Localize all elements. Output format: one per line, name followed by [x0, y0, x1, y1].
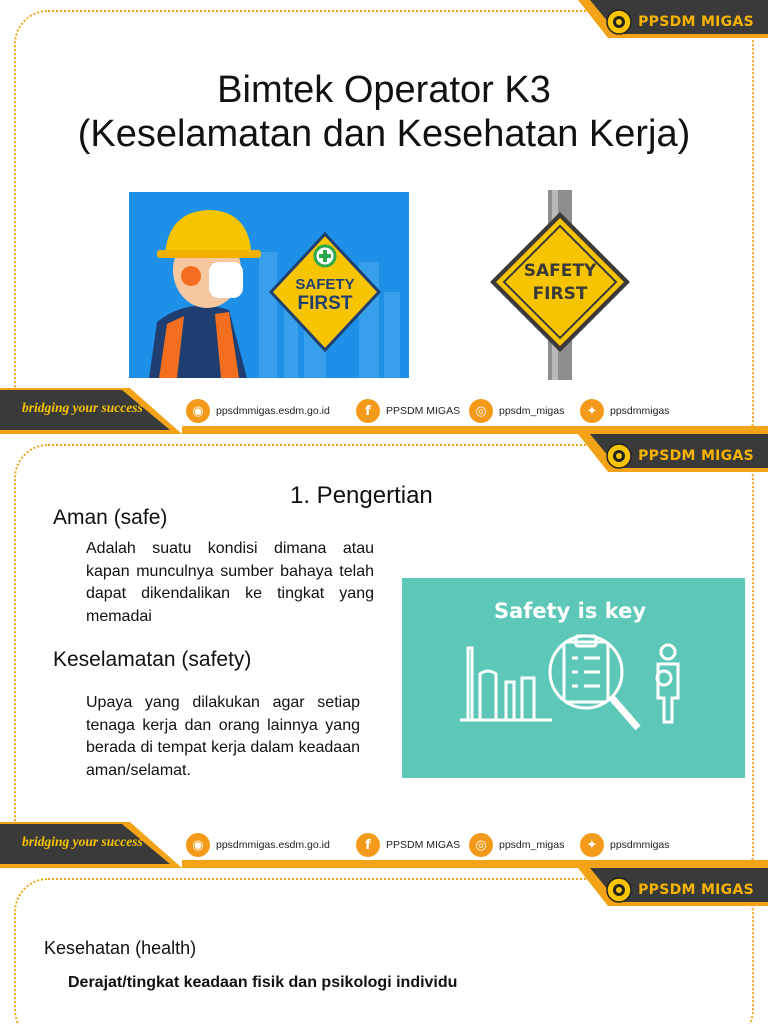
footer-band — [0, 822, 768, 868]
social-facebook[interactable]: f PPSDM MIGAS — [356, 833, 460, 857]
worker-safety-illustration — [129, 192, 409, 378]
facebook-icon: f — [356, 833, 380, 857]
social-twitter[interactable]: ✦ ppsdmmigas — [580, 833, 670, 857]
tagline: bridging your success — [22, 400, 143, 415]
term-safety: Keselamatan (safety) — [53, 648, 252, 671]
road-sign-line1: SAFETY — [523, 261, 597, 281]
twitter-icon: ✦ — [580, 833, 604, 857]
social-twitter[interactable]: ✦ ppsdmmigas — [580, 399, 670, 423]
term-health: Kesehatan (health) — [44, 938, 197, 958]
road-sign-line2: FIRST — [532, 284, 588, 304]
twitter-icon: ✦ — [580, 399, 604, 423]
road-safety-sign — [480, 190, 640, 380]
brand-name: PPSDM MIGAS — [638, 14, 754, 30]
worker-sign-line2: FIRST — [297, 293, 353, 314]
instagram-icon: ◎ — [469, 833, 493, 857]
title-line-1: Bimtek Operator K3 — [217, 69, 551, 111]
instagram-icon: ◎ — [469, 399, 493, 423]
tagline: bridging your success — [22, 834, 143, 849]
section-title: 1. Pengertian — [290, 482, 433, 509]
esdm-logo-icon — [606, 9, 632, 35]
page-title — [0, 68, 768, 156]
brand-name: PPSDM MIGAS — [638, 448, 754, 464]
esdm-logo-icon — [606, 443, 632, 469]
footer-band — [0, 388, 768, 434]
social-website[interactable]: ◉ ppsdmmigas.esdm.go.id — [186, 399, 330, 423]
facebook-icon: f — [356, 399, 380, 423]
globe-icon: ◉ — [186, 399, 210, 423]
term-safe: Aman (safe) — [53, 506, 168, 529]
social-instagram[interactable]: ◎ ppsdm_migas — [469, 833, 564, 857]
definition-health: Derajat/tingkat keadaan fisik dan psikologi individu — [68, 974, 458, 991]
slide-definitions — [0, 434, 768, 868]
esdm-logo-icon — [606, 877, 632, 903]
social-instagram[interactable]: ◎ ppsdm_migas — [469, 399, 564, 423]
header-badge — [578, 868, 768, 912]
definition-safe: Adalah suatu kondisi dimana atau kapan munculnya sumber bahaya telah dapat dikendalikan ke tingkat yang memadai — [86, 540, 374, 625]
header-badge — [578, 0, 768, 44]
globe-icon: ◉ — [186, 833, 210, 857]
social-website[interactable]: ◉ ppsdmmigas.esdm.go.id — [186, 833, 330, 857]
definition-safety: Upaya yang dilakukan agar setiap tenaga kerja dan orang lainnya yang berada di tempat kerja dalam keadaan aman/selamat. — [86, 694, 360, 779]
safety-is-key-illustration — [402, 578, 745, 778]
title-line-2: (Keselamatan dan Kesehatan Kerja) — [77, 113, 691, 155]
slide-health — [0, 868, 768, 1024]
illustration-caption: Safety is key — [493, 599, 647, 623]
social-facebook[interactable]: f PPSDM MIGAS — [356, 399, 460, 423]
worker-sign-line1: SAFETY — [295, 276, 355, 293]
brand-name: PPSDM MIGAS — [638, 882, 754, 898]
slide-title — [0, 0, 768, 434]
header-badge — [578, 434, 768, 478]
